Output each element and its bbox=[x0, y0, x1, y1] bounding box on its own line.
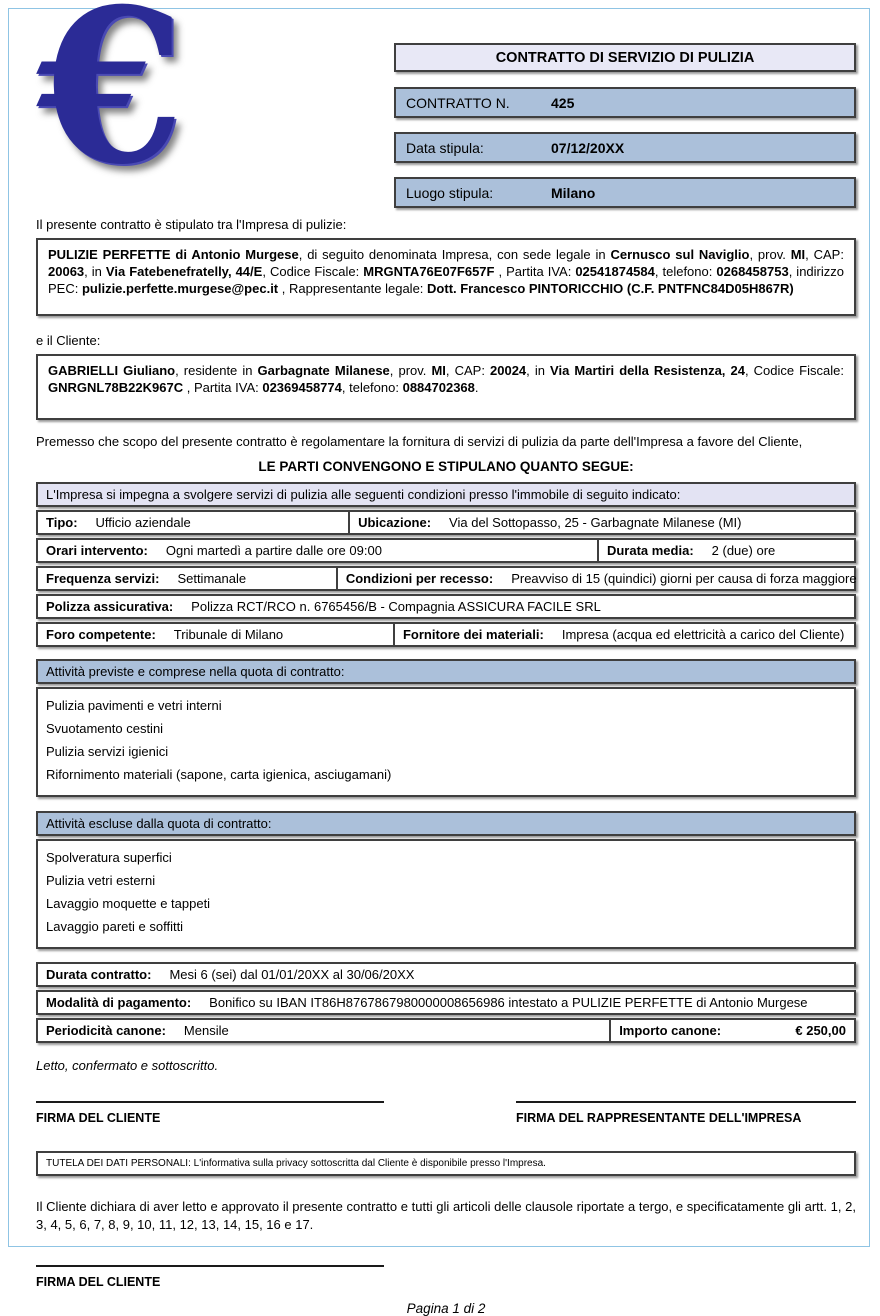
document-title: CONTRATTO DI SERVIZIO DI PULIZIA bbox=[495, 49, 755, 66]
activity-item: Svuotamento cestini bbox=[46, 721, 164, 737]
table-row-insurance bbox=[36, 594, 856, 619]
table-row-schedule-duration bbox=[36, 538, 856, 563]
read-signed-text: Letto, confermato e sottoscritto. bbox=[36, 1058, 219, 1074]
activity-item: Pulizia servizi igienici bbox=[46, 744, 169, 760]
stipulation-place-box bbox=[394, 177, 856, 208]
activity-item: Spolveratura superfici bbox=[46, 850, 172, 866]
client-signature-line bbox=[36, 1101, 384, 1103]
excluded-activities-header: Attività escluse dalla quota di contratto: bbox=[36, 811, 856, 836]
frequency-cell bbox=[38, 568, 336, 589]
withdrawal-label: Condizioni per recesso: bbox=[345, 571, 494, 587]
company-lead-text: Il presente contratto è stipulato tra l'Impresa di pulizie: bbox=[36, 217, 347, 232]
location-label: Ubicazione: bbox=[358, 515, 432, 531]
fee-period-cell bbox=[38, 1020, 609, 1041]
insurance-cell bbox=[38, 596, 854, 617]
contract-page bbox=[8, 0, 870, 1316]
contract-duration-cell bbox=[38, 964, 854, 985]
schedule-value: Ogni martedì a partire dalle ore 09:00 bbox=[165, 543, 382, 559]
contract-duration-label: Durata contratto: bbox=[46, 967, 152, 983]
table-row-type-location bbox=[36, 510, 856, 535]
conditions-header: L'Impresa si impegna a svolgere servizi di pulizia alle seguenti condizioni presso l'immobile di seguito indicato: bbox=[36, 482, 856, 507]
location-value: Via del Sottopasso, 25 - Garbagnate Milanese (MI) bbox=[449, 515, 742, 531]
activity-item: Lavaggio moquette e tappeti bbox=[46, 896, 211, 912]
payment-method-value: Bonifico su IBAN IT86H8767867980000008656986 intestato a PULIZIE PERFETTE di Antonio Murgese bbox=[209, 995, 808, 1011]
company-details-box: PULIZIE PERFETTE di Antonio Murgese, di seguito denominata Impresa, con sede legale in Cernusco sul Naviglio, prov. MI, CAP: 20063, in Via Fatebenefratelly, 44/E, Codice Fiscale: MRGNTA76E07F657F , Partita IVA: 02541874584, telefono: 0268458753, indirizzo PEC: pulizie.perfette.murgese@pec.it , Rappresentante legale: Dott. Francesco PINTORICCHIO (C.F. PNTFNC84D05H867R) bbox=[36, 238, 856, 316]
contract-body bbox=[9, 217, 869, 1316]
company-signature-block bbox=[516, 1101, 856, 1125]
contract-duration-value: Mesi 6 (sei) dal 01/01/20XX al 30/06/20XX bbox=[169, 967, 415, 983]
client-signature-line-2 bbox=[36, 1265, 384, 1267]
court-value: Tribunale di Milano bbox=[173, 627, 284, 643]
fee-period-value: Mensile bbox=[183, 1023, 229, 1039]
activity-item: Pulizia pavimenti e vetri interni bbox=[46, 698, 222, 714]
client-signature-block-2 bbox=[36, 1265, 384, 1289]
frequency-value: Settimanale bbox=[177, 571, 247, 587]
activity-item: Pulizia vetri esterni bbox=[46, 873, 156, 889]
fee-amount-value: € 250,00 bbox=[795, 1023, 846, 1039]
privacy-notice-box: TUTELA DEI DATI PERSONALI: L'informativa sulla privacy sottoscritta dal Cliente è disponibile presso l'Impresa. bbox=[36, 1151, 856, 1176]
withdrawal-cell bbox=[336, 568, 857, 589]
contract-number-box bbox=[394, 87, 856, 118]
table-row-payment-method bbox=[36, 990, 856, 1015]
fee-amount-cell bbox=[609, 1020, 854, 1041]
table-row-fee bbox=[36, 1018, 856, 1043]
duration-cell bbox=[597, 540, 854, 561]
location-cell bbox=[348, 512, 854, 533]
company-signature-line bbox=[516, 1101, 856, 1103]
client-details-box: GABRIELLI Giuliano, residente in Garbagnate Milanese, prov. MI, CAP: 20024, in Via Martiri della Resistenza, 24, Codice Fiscale: GNRGNL78B22K967C , Partita IVA: 02369458774, telefono: 0884702368. bbox=[36, 354, 856, 421]
court-cell bbox=[38, 624, 393, 645]
euro-logo-icon: € bbox=[37, 0, 185, 211]
fee-amount-label: Importo canone: bbox=[619, 1023, 722, 1039]
payment-method-label: Modalità di pagamento: bbox=[46, 995, 192, 1011]
stipulation-date-label: Data stipula: bbox=[406, 139, 484, 156]
document-title-box bbox=[394, 43, 856, 72]
court-label: Foro competente: bbox=[46, 627, 156, 643]
withdrawal-value: Preavviso di 15 (quindici) giorni per causa di forza maggiore bbox=[511, 571, 857, 587]
header bbox=[9, 0, 869, 211]
supplier-value: Impresa (acqua ed elettricità a carico del Cliente) bbox=[561, 627, 845, 643]
premise-text: Premesso che scopo del presente contratto è regolamentare la fornitura di servizi di pulizia da parte dell'Impresa a favore del Cliente, bbox=[36, 434, 803, 450]
contract-number-label: CONTRATTO N. bbox=[406, 94, 510, 111]
supplier-cell bbox=[393, 624, 854, 645]
schedule-cell bbox=[38, 540, 597, 561]
client-signature-label: FIRMA DEL CLIENTE bbox=[36, 1111, 161, 1126]
activity-item: Lavaggio pareti e soffitti bbox=[46, 919, 184, 935]
duration-value: 2 (due) ore bbox=[711, 543, 776, 559]
fee-period-label: Periodicità canone: bbox=[46, 1023, 166, 1039]
stipulation-date-box bbox=[394, 132, 856, 163]
included-activities-header: Attività previste e comprese nella quota di contratto: bbox=[36, 659, 856, 684]
included-activities-box bbox=[36, 687, 856, 797]
schedule-label: Orari intervento: bbox=[46, 543, 148, 559]
activity-item: Rifornimento materiali (sapone, carta igienica, asciugamani) bbox=[46, 767, 392, 783]
insurance-label: Polizza assicurativa: bbox=[46, 599, 174, 615]
table-row-court-supplier bbox=[36, 622, 856, 647]
stipulation-place-value: Milano bbox=[551, 184, 596, 201]
type-cell bbox=[38, 512, 348, 533]
type-label: Tipo: bbox=[46, 515, 78, 531]
stipulation-date-value: 07/12/20XX bbox=[551, 139, 625, 156]
frequency-label: Frequenza servizi: bbox=[46, 571, 160, 587]
contract-number-value: 425 bbox=[551, 94, 575, 111]
agreement-heading: LE PARTI CONVENGONO E STIPULANO QUANTO SEGUE: bbox=[258, 459, 634, 475]
stipulation-place-label: Luogo stipula: bbox=[406, 184, 494, 201]
client-signature-label-2: FIRMA DEL CLIENTE bbox=[36, 1274, 161, 1289]
signature-row bbox=[36, 1101, 856, 1125]
excluded-activities-box bbox=[36, 839, 856, 949]
declaration-text: Il Cliente dichiara di aver letto e approvato il presente contratto e tutti gli articoli delle clausole riportate a tergo, e specificatamente gli artt. 1, 2, 3, 4, 5, 6, 7, 8, 9, 10, 11, 12, 13, 14, 15, 16 e 17. bbox=[36, 1199, 856, 1232]
table-row-frequency-withdrawal bbox=[36, 566, 856, 591]
client-signature-block bbox=[36, 1101, 384, 1125]
company-signature-label: FIRMA DEL RAPPRESENTANTE DELL'IMPRESA bbox=[516, 1111, 802, 1126]
client-lead-text: e il Cliente: bbox=[36, 332, 101, 348]
duration-label: Durata media: bbox=[606, 543, 694, 559]
type-value: Ufficio aziendale bbox=[95, 515, 191, 531]
insurance-value: Polizza RCT/RCO n. 6765456/B - Compagnia ASSICURA FACILE SRL bbox=[191, 599, 601, 615]
supplier-label: Fornitore dei materiali: bbox=[402, 627, 544, 643]
page-number: Pagina 1 di 2 bbox=[406, 1300, 486, 1316]
payment-method-cell bbox=[38, 992, 854, 1013]
table-row-contract-duration bbox=[36, 962, 856, 987]
payment-section bbox=[36, 962, 856, 1043]
